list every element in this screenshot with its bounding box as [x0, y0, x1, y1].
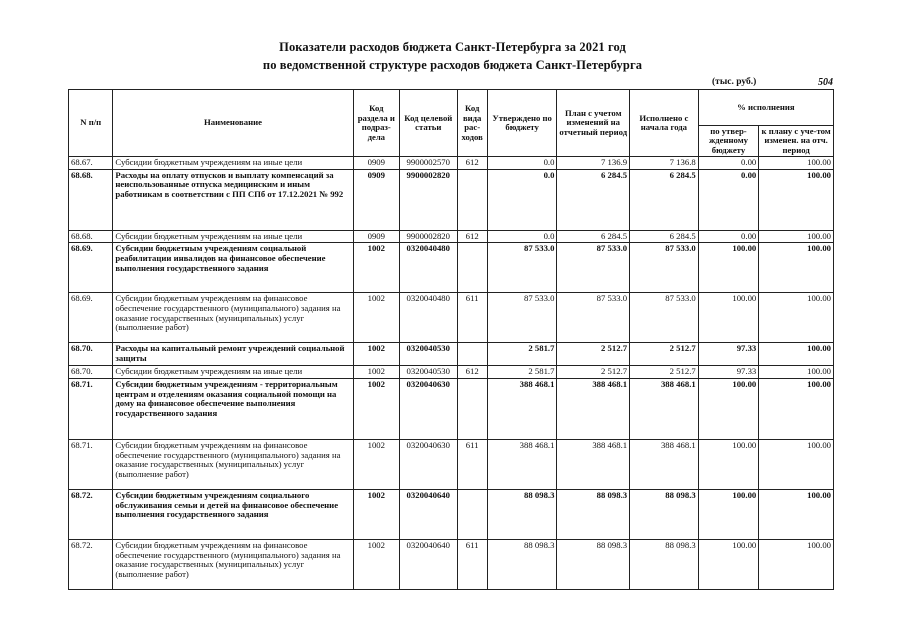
cell-pct-plan: 100.00 [759, 243, 834, 293]
cell-executed: 88 098.3 [630, 540, 699, 590]
cell-expense-type-code [457, 490, 487, 540]
cell-name: Субсидии бюджетным учреждениям на финансовое обеспечение государственного (муниципального) задания на оказание государственных (муниципальных) услуг (выполнение работ) [113, 440, 353, 490]
cell-approved: 87 533.0 [487, 243, 557, 293]
cell-num: 68.70. [69, 343, 113, 366]
units-label: (тыс. руб.) [712, 77, 757, 87]
cell-plan: 6 284.5 [557, 169, 630, 230]
cell-section-code: 1002 [353, 540, 399, 590]
cell-target-code: 0320040630 [400, 440, 458, 490]
header-pct-approved: по утвер-жденному бюджету [698, 126, 759, 157]
cell-expense-type-code: 611 [457, 293, 487, 343]
cell-name: Субсидии бюджетным учреждениям на финансовое обеспечение государственного (муниципального) задания на оказание государственных (муниципальных) услуг (выполнение работ) [113, 293, 353, 343]
cell-executed: 388 468.1 [630, 379, 699, 440]
cell-pct-approved: 0.00 [698, 157, 759, 170]
cell-num: 68.72. [69, 540, 113, 590]
cell-target-code: 0320040480 [400, 243, 458, 293]
cell-expense-type-code: 611 [457, 540, 487, 590]
cell-plan: 87 533.0 [557, 243, 630, 293]
cell-pct-plan: 100.00 [759, 343, 834, 366]
cell-pct-approved: 0.00 [698, 169, 759, 230]
cell-plan: 6 284.5 [557, 230, 630, 243]
cell-executed: 87 533.0 [630, 293, 699, 343]
cell-num: 68.69. [69, 243, 113, 293]
cell-num: 68.67. [69, 157, 113, 170]
cell-pct-approved: 100.00 [698, 540, 759, 590]
cell-pct-plan: 100.00 [759, 293, 834, 343]
cell-approved: 0.0 [487, 169, 557, 230]
cell-pct-approved: 100.00 [698, 293, 759, 343]
cell-target-code: 9900002820 [400, 169, 458, 230]
cell-name: Субсидии бюджетным учреждениям социальной реабилитации инвалидов на финансовое обеспечение выполнения государственного задания [113, 243, 353, 293]
cell-approved: 0.0 [487, 157, 557, 170]
cell-section-code: 0909 [353, 230, 399, 243]
cell-name: Расходы на капитальный ремонт учреждений социальной защиты [113, 343, 353, 366]
cell-target-code: 0320040640 [400, 540, 458, 590]
cell-approved: 0.0 [487, 230, 557, 243]
cell-plan: 2 512.7 [557, 366, 630, 379]
cell-plan: 388 468.1 [557, 440, 630, 490]
expenditure-table [68, 89, 834, 590]
cell-executed: 6 284.5 [630, 169, 699, 230]
cell-pct-plan: 100.00 [759, 366, 834, 379]
table-row [69, 540, 834, 590]
cell-plan: 7 136.9 [557, 157, 630, 170]
cell-plan: 88 098.3 [557, 490, 630, 540]
header-name: Наименование [113, 90, 353, 157]
cell-executed: 388 468.1 [630, 440, 699, 490]
cell-pct-plan: 100.00 [759, 440, 834, 490]
header-executed: Исполнено с начала года [630, 90, 699, 157]
cell-section-code: 1002 [353, 379, 399, 440]
cell-pct-approved: 100.00 [698, 490, 759, 540]
cell-target-code: 9900002820 [400, 230, 458, 243]
cell-target-code: 0320040480 [400, 293, 458, 343]
cell-approved: 2 581.7 [487, 343, 557, 366]
table-row [69, 490, 834, 540]
cell-expense-type-code: 612 [457, 230, 487, 243]
cell-num: 68.71. [69, 379, 113, 440]
header-approved: Утверждено по бюджету [487, 90, 557, 157]
cell-approved: 388 468.1 [487, 379, 557, 440]
cell-section-code: 1002 [353, 293, 399, 343]
cell-approved: 388 468.1 [487, 440, 557, 490]
cell-expense-type-code [457, 169, 487, 230]
cell-pct-plan: 100.00 [759, 379, 834, 440]
cell-num: 68.68. [69, 169, 113, 230]
header-plan: План с учетом изменений на отчетный период [557, 90, 630, 157]
cell-approved: 2 581.7 [487, 366, 557, 379]
document-subtitle: по ведомственной структуре расходов бюджета Санкт-Петербурга [262, 58, 643, 72]
table-row [69, 243, 834, 293]
cell-expense-type-code [457, 243, 487, 293]
cell-name: Субсидии бюджетным учреждениям - территориальным центрам и отделениям оказания социальной помощи на дому на финансовое обеспечение выполнения государственного задания [113, 379, 353, 440]
cell-plan: 87 533.0 [557, 293, 630, 343]
cell-section-code: 1002 [353, 440, 399, 490]
cell-section-code: 1002 [353, 243, 399, 293]
cell-executed: 6 284.5 [630, 230, 699, 243]
cell-executed: 87 533.0 [630, 243, 699, 293]
cell-pct-approved: 100.00 [698, 379, 759, 440]
cell-approved: 88 098.3 [487, 540, 557, 590]
page-number: 504 [818, 77, 833, 88]
cell-expense-type-code [457, 343, 487, 366]
cell-pct-approved: 97.33 [698, 343, 759, 366]
cell-target-code: 0320040530 [400, 343, 458, 366]
cell-name: Субсидии бюджетным учреждениям на иные цели [113, 366, 353, 379]
table-row [69, 366, 834, 379]
cell-pct-plan: 100.00 [759, 157, 834, 170]
cell-executed: 88 098.3 [630, 490, 699, 540]
cell-pct-approved: 0.00 [698, 230, 759, 243]
cell-pct-approved: 100.00 [698, 243, 759, 293]
table-body [69, 157, 834, 590]
cell-pct-approved: 97.33 [698, 366, 759, 379]
cell-num: 68.70. [69, 366, 113, 379]
table-row [69, 169, 834, 230]
cell-section-code: 1002 [353, 490, 399, 540]
cell-plan: 388 468.1 [557, 379, 630, 440]
cell-num: 68.68. [69, 230, 113, 243]
header-percent-group: % исполнения [698, 90, 833, 126]
cell-name: Субсидии бюджетным учреждениям на финансовое обеспечение государственного (муниципального) задания на оказание государственных (муниципальных) услуг (выполнение работ) [113, 540, 353, 590]
header-target-code: Код целевой статьи [400, 90, 458, 157]
cell-expense-type-code: 611 [457, 440, 487, 490]
cell-section-code: 0909 [353, 169, 399, 230]
cell-target-code: 9900002570 [400, 157, 458, 170]
cell-approved: 87 533.0 [487, 293, 557, 343]
cell-num: 68.69. [69, 293, 113, 343]
cell-num: 68.71. [69, 440, 113, 490]
cell-executed: 2 512.7 [630, 343, 699, 366]
cell-executed: 2 512.7 [630, 366, 699, 379]
cell-pct-approved: 100.00 [698, 440, 759, 490]
table-row [69, 230, 834, 243]
cell-plan: 2 512.7 [557, 343, 630, 366]
cell-section-code: 1002 [353, 366, 399, 379]
cell-pct-plan: 100.00 [759, 490, 834, 540]
cell-pct-plan: 100.00 [759, 230, 834, 243]
table-row [69, 343, 834, 366]
document-title: Показатели расходов бюджета Санкт-Петербурга за 2021 год [279, 40, 626, 54]
cell-target-code: 0320040530 [400, 366, 458, 379]
header-expense-type-code: Код вида рас-ходов [457, 90, 487, 157]
header-pct-plan: к плану с уче-том изменен. на отч. период [759, 126, 834, 157]
cell-name: Субсидии бюджетным учреждениям на иные цели [113, 157, 353, 170]
table-row [69, 157, 834, 170]
cell-approved: 88 098.3 [487, 490, 557, 540]
cell-expense-type-code [457, 379, 487, 440]
cell-plan: 88 098.3 [557, 540, 630, 590]
cell-name: Субсидии бюджетным учреждениям на иные цели [113, 230, 353, 243]
cell-section-code: 0909 [353, 157, 399, 170]
cell-pct-plan: 100.00 [759, 169, 834, 230]
table-row [69, 293, 834, 343]
cell-section-code: 1002 [353, 343, 399, 366]
cell-target-code: 0320040640 [400, 490, 458, 540]
cell-name: Расходы на оплату отпусков и выплату компенсаций за неиспользованные отпуска медицинским и иным работникам в соответствии с ПП СПб от 17.12.2021 № 992 [113, 169, 353, 230]
cell-expense-type-code: 612 [457, 157, 487, 170]
cell-pct-plan: 100.00 [759, 540, 834, 590]
cell-num: 68.72. [69, 490, 113, 540]
table-row [69, 440, 834, 490]
table-row [69, 379, 834, 440]
header-section-code: Код раздела и подраз-дела [353, 90, 399, 157]
cell-expense-type-code: 612 [457, 366, 487, 379]
header-num: N п/п [69, 90, 113, 157]
cell-target-code: 0320040630 [400, 379, 458, 440]
cell-name: Субсидии бюджетным учреждениям социального обслуживания семьи и детей на финансовое обеспечение выполнения государственного задания [113, 490, 353, 540]
cell-executed: 7 136.8 [630, 157, 699, 170]
